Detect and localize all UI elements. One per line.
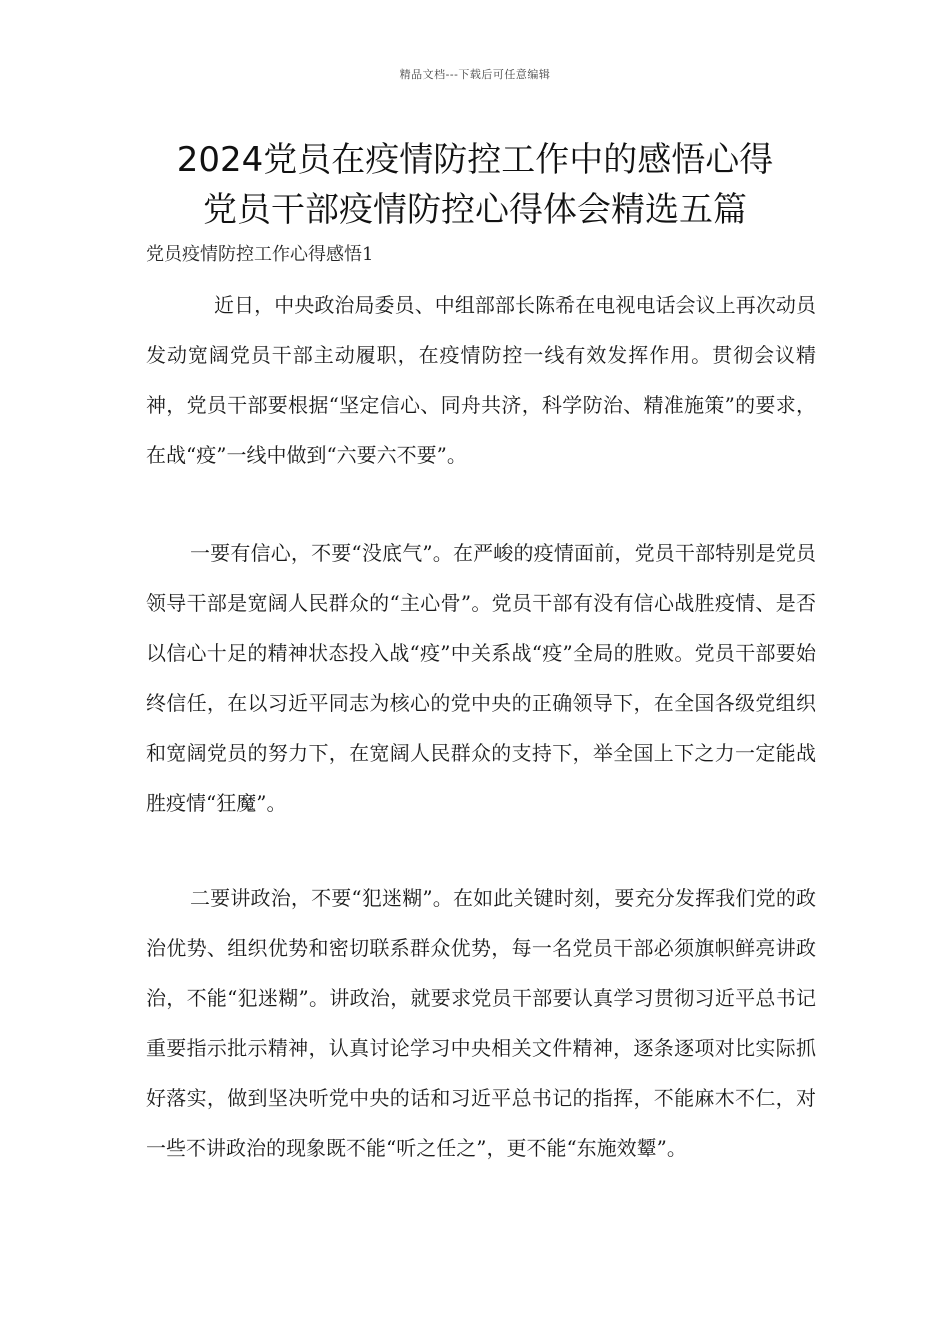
paragraph-3: 二要讲政治，不要“犯迷糊”。在如此关键时刻，要充分发挥我们党的政治优势、组织优势和密切联系群众优势，每一名党员干部必须旗帜鲜亮讲政治，不能“犯迷糊”。讲政治，就要求党员干部要认真学习贯彻习近平总书记重要指示批示精神，认真讨论学习中央相关文件精神，逐条逐项对比实际抓好落实，做到坚决听党中央的话和习近平总书记的指挥，不能麻木不仁，对一些不讲政治的现象既不能“听之任之”，更不能“东施效颦”。: [146, 886, 816, 1160]
section-subtitle: 党员疫情防控工作心得感悟1: [146, 244, 374, 265]
header-note: 精品文档---下载后可任意编辑: [399, 68, 551, 81]
paragraph-2: 一要有信心，不要“没底气”。在严峻的疫情面前，党员干部特别是党员领导干部是宽阔人民群众的“主心骨”。党员干部有没有信心战胜疫情、是否以信心十足的精神状态投入战“疫”中关系战“疫”全局的胜败。党员干部要始终信任，在以习近平同志为核心的党中央的正确领导下，在全国各级党组织和宽阔党员的努力下，在宽阔人民群众的支持下，举全国上下之力一定能战胜疫情“狂魔”。: [146, 541, 816, 815]
document-title-line-2: 党员干部疫情防控心得体会精选五篇: [203, 190, 747, 230]
document-title-line-1: 2024党员在疫情防控工作中的感悟心得: [176, 140, 774, 180]
paragraph-1: 近日，中央政治局委员、中组部部长陈希在电视电话会议上再次动员发动宽阔党员干部主动履职，在疫情防控一线有效发挥作用。贯彻会议精神，党员干部要根据“坚定信心、同舟共济，科学防治、精准施策”的要求，在战“疫”一线中做到“六要六不要”。: [146, 293, 816, 467]
